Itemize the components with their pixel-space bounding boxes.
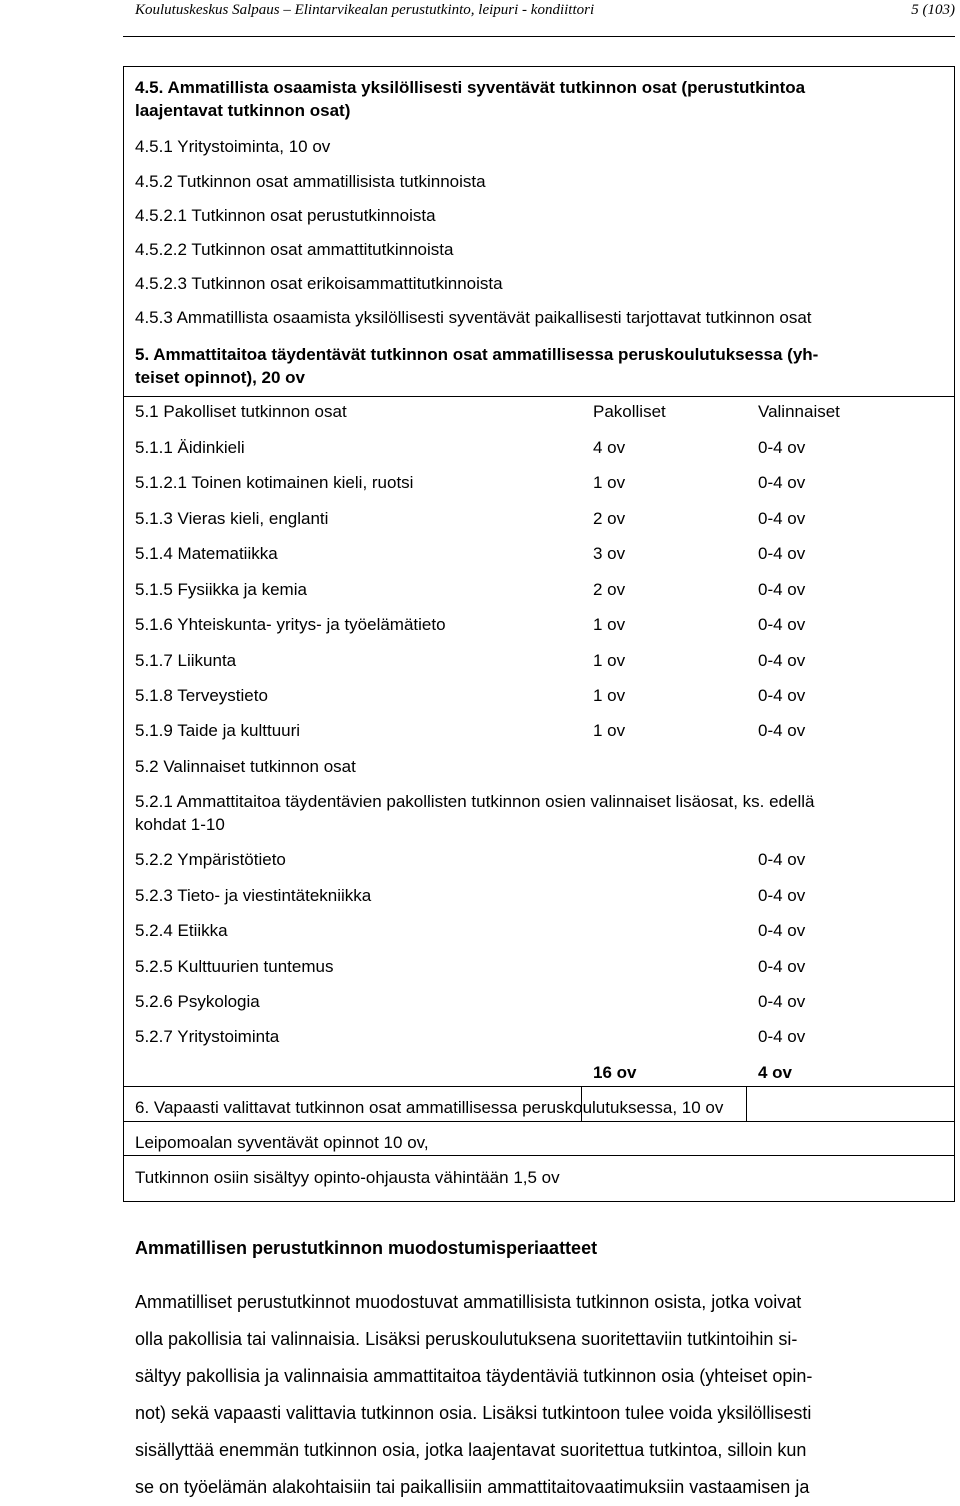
course-required: 3 ov — [593, 544, 626, 563]
rule-before-totals — [124, 1086, 954, 1087]
elective-optional: 0-4 ov — [758, 992, 806, 1011]
course-optional: 0-4 ov — [758, 615, 806, 634]
course-required: 1 ov — [593, 615, 626, 634]
total-required: 16 ov — [593, 1063, 637, 1082]
section45-item: 4.5.2.1 Tutkinnon osat perustutkinnoista — [135, 206, 436, 225]
paragraph-line: se on työelämän alakohtaisiin tai paikallisiin ammattitaitovaatimuksiin vastaamisen ja — [135, 1477, 810, 1497]
course-optional: 0-4 ov — [758, 580, 806, 599]
course-name: 5.1.6 Yhteiskunta- yritys- ja työelämätieto — [135, 615, 446, 634]
course-required: 2 ov — [593, 509, 626, 528]
section6-line2: Leipomoalan syventävät opinnot 10 ov, — [135, 1133, 429, 1152]
totals-divider-2 — [746, 1086, 747, 1121]
course-optional: 0-4 ov — [758, 721, 806, 740]
elective-name: 5.2.7 Yritystoiminta — [135, 1027, 280, 1046]
header-divider — [123, 36, 955, 37]
course-required: 2 ov — [593, 580, 626, 599]
course-optional: 0-4 ov — [758, 509, 806, 528]
section45-title-line2: laajentavat tutkinnon osat) — [135, 101, 351, 120]
page-number: 5 (103) — [911, 2, 955, 18]
section45-item: 4.5.2 Tutkinnon osat ammatillisista tutkinnoista — [135, 172, 486, 191]
elective-optional: 0-4 ov — [758, 886, 806, 905]
course-required: 1 ov — [593, 721, 626, 740]
paragraph-line: not) sekä vapaasti valittavia tutkinnon osia. Lisäksi tutkintoon tulee voida yksilöllisesti — [135, 1403, 812, 1423]
course-optional: 0-4 ov — [758, 651, 806, 670]
principles-heading: Ammatillisen perustutkinnon muodostumisperiaatteet — [135, 1238, 598, 1258]
section45-item: 4.5.1 Yritystoiminta, 10 ov — [135, 137, 331, 156]
course-name: 5.1.9 Taide ja kulttuuri — [135, 721, 301, 740]
section6-title: 6. Vapaasti valittavat tutkinnon osat ammatillisessa peruskoulutuksessa, 10 ov — [135, 1098, 724, 1117]
total-optional: 4 ov — [758, 1063, 793, 1082]
course-optional: 0-4 ov — [758, 686, 806, 705]
course-required: 4 ov — [593, 438, 626, 457]
rule-section6 — [124, 1155, 954, 1156]
optional-note-line2: kohdat 1-10 — [135, 815, 225, 834]
table-header-required: Pakolliset — [593, 402, 666, 421]
course-optional: 0-4 ov — [758, 438, 806, 457]
elective-name: 5.2.2 Ympäristötieto — [135, 850, 286, 869]
course-name: 5.1.4 Matematiikka — [135, 544, 278, 563]
section6-line3: Tutkinnon osiin sisältyy opinto-ohjausta vähintään 1,5 ov — [135, 1168, 560, 1187]
elective-name: 5.2.5 Kulttuurien tuntemus — [135, 957, 334, 976]
course-optional: 0-4 ov — [758, 544, 806, 563]
course-required: 1 ov — [593, 686, 626, 705]
paragraph-line: sisällyttää enemmän tutkinnon osia, jotka laajentavat suoritettua tutkintoa, silloin kun — [135, 1440, 807, 1460]
course-name: 5.1.8 Terveystieto — [135, 686, 268, 705]
course-name: 5.1.7 Liikunta — [135, 651, 237, 670]
page-header — [135, 0, 955, 20]
section45-item: 4.5.2.3 Tutkinnon osat erikoisammattitutkinnoista — [135, 274, 503, 293]
section45-item: 4.5.3 Ammatillista osaamista yksilöllisesti syventävät paikallisesti tarjottavat tutkinnon osat — [135, 308, 812, 327]
principles-paragraph — [135, 1284, 943, 1506]
elective-optional: 0-4 ov — [758, 850, 806, 869]
optional-section-title: 5.2 Valinnaiset tutkinnon osat — [135, 757, 356, 776]
paragraph-line: Ammatilliset perustutkinnot muodostuvat ammatillisista tutkinnon osista, jotka voivat — [135, 1292, 802, 1312]
section5-title-line2: teiset opinnot), 20 ov — [135, 368, 306, 387]
elective-name: 5.2.3 Tieto- ja viestintätekniikka — [135, 886, 372, 905]
table-header-name: 5.1 Pakolliset tutkinnon osat — [135, 402, 347, 421]
course-name: 5.1.3 Vieras kieli, englanti — [135, 509, 329, 528]
course-required: 1 ov — [593, 651, 626, 670]
section45-item: 4.5.2.2 Tutkinnon osat ammattitutkinnoista — [135, 240, 454, 259]
section45-title-line1: 4.5. Ammatillista osaamista yksilöllisesti syventävät tutkinnon osat (perustutkintoa — [135, 78, 806, 97]
course-name: 5.1.5 Fysiikka ja kemia — [135, 580, 307, 599]
optional-note-line1: 5.2.1 Ammattitaitoa täydentävien pakollisten tutkinnon osien valinnaiset lisäosat, ks. edellä — [135, 792, 815, 811]
rule — [124, 396, 954, 397]
paragraph-line: olla pakollisia tai valinnaisia. Lisäksi peruskoulutuksena suoritettaviin tutkintoihin si- — [135, 1329, 798, 1349]
course-required: 1 ov — [593, 473, 626, 492]
paragraph-line: sältyy pakollisia ja valinnaisia ammattitaitoa täydentäviä tutkinnon osia (yhteiset opin- — [135, 1366, 813, 1386]
section5-title-line1: 5. Ammattitaitoa täydentävät tutkinnon osat ammatillisessa peruskoulutuksessa (yh- — [135, 345, 819, 364]
course-optional: 0-4 ov — [758, 473, 806, 492]
course-name: 5.1.1 Äidinkieli — [135, 438, 245, 457]
elective-optional: 0-4 ov — [758, 957, 806, 976]
elective-name: 5.2.4 Etiikka — [135, 921, 228, 940]
elective-optional: 0-4 ov — [758, 1027, 806, 1046]
table-header-optional: Valinnaiset — [758, 402, 840, 421]
course-name: 5.1.2.1 Toinen kotimainen kieli, ruotsi — [135, 473, 414, 492]
elective-optional: 0-4 ov — [758, 921, 806, 940]
header-title: Koulutuskeskus Salpaus – Elintarvikealan perustutkinto, leipuri - kondiittori — [135, 2, 595, 18]
rule-after-totals — [124, 1121, 954, 1122]
elective-name: 5.2.6 Psykologia — [135, 992, 260, 1011]
